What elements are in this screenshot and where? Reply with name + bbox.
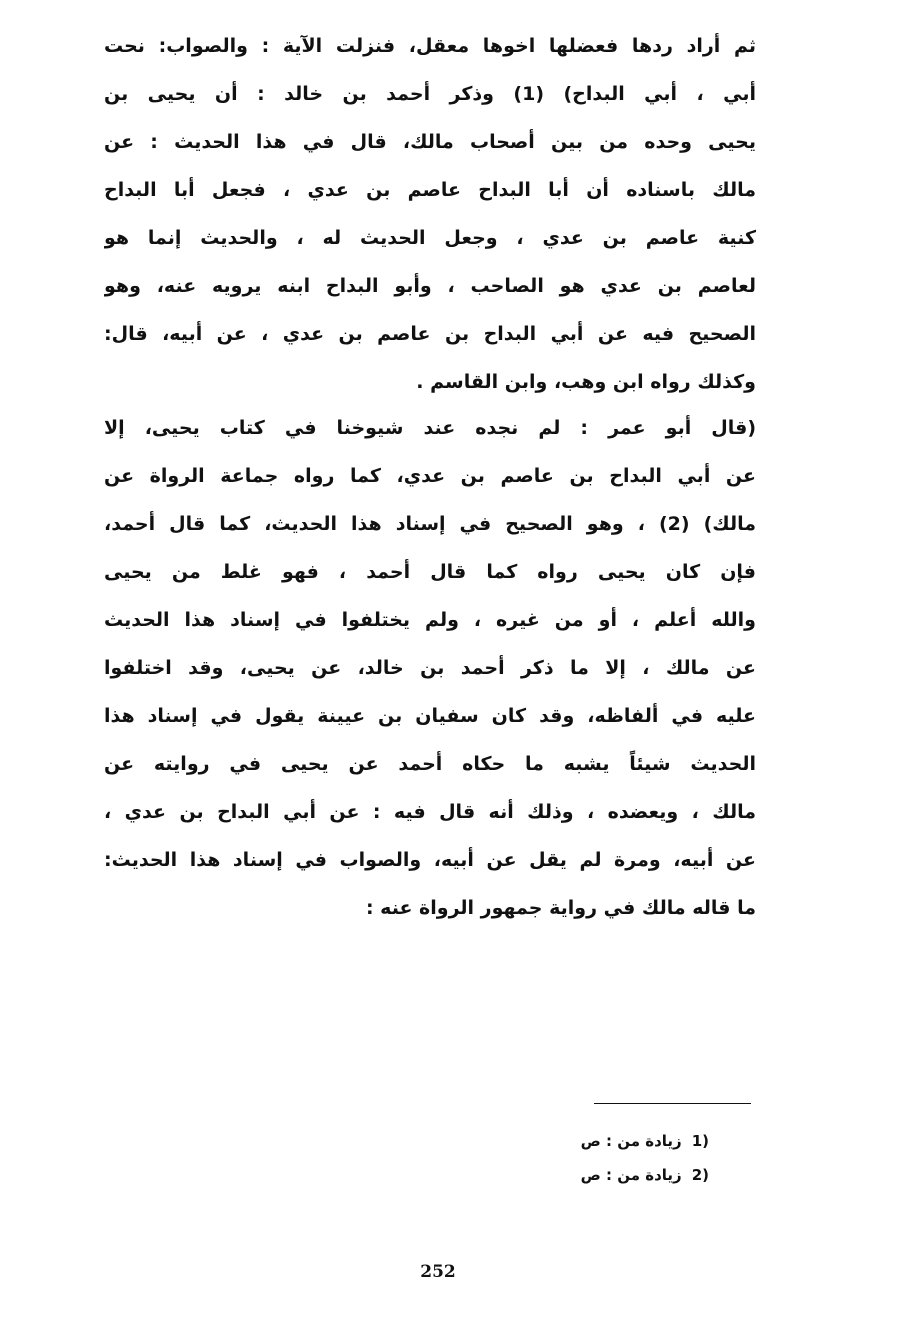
footnote-number: (1 xyxy=(691,1132,709,1150)
text-line: مالك) (2) ، وهو الصحيح في إسناد هذا الحديث، كما قال أحمد، xyxy=(104,513,756,535)
footnote-text: زيادة من : ص xyxy=(580,1166,682,1184)
footnote-1 xyxy=(581,1124,709,1158)
paragraph-1 xyxy=(104,22,756,406)
page-number: 252 xyxy=(420,1262,456,1282)
text-line: مالك ، ويعضده ، وذلك أنه قال فيه : عن أبي البداح بن عدي ، xyxy=(104,801,756,823)
footnote-divider xyxy=(594,1103,751,1104)
footnote-2 xyxy=(581,1158,709,1192)
text-line: ما قاله مالك في رواية جمهور الرواة عنه : xyxy=(365,897,756,919)
text-line: يحيى وحده من بين أصحاب مالك، قال في هذا الحديث : عن xyxy=(104,131,756,153)
text-line: فإن كان يحيى رواه كما قال أحمد ، فهو غلط من يحيى xyxy=(104,561,756,583)
footnote-text: زيادة من : ص xyxy=(580,1132,682,1150)
text-line: عليه في ألفاظه، وقد كان سفيان بن عيينة يقول في إسناد هذا xyxy=(104,705,756,727)
text-line: عن أبي البداح بن عاصم بن عدي، كما رواه جماعة الرواة عن xyxy=(104,465,756,487)
text-line: الصحيح فيه عن أبي البداح بن عاصم بن عدي ، عن أبيه، قال: xyxy=(104,323,756,345)
text-line: أبي ، أبي البداح) (1) وذكر أحمد بن خالد : أن يحيى بن xyxy=(104,83,756,105)
text-line: (قال أبو عمر : لم نجده عند شيوخنا في كتاب يحيى، إلا xyxy=(104,417,756,439)
footnote-number: (2 xyxy=(691,1166,709,1184)
text-line: ثم أراد ردها فعضلها اخوها معقل، فنزلت الآية : والصواب: نحت xyxy=(104,35,756,57)
text-line: كنية عاصم بن عدي ، وجعل الحديث له ، والحديث إنما هو xyxy=(104,227,756,249)
text-line: الحديث شيئاً يشبه ما حكاه أحمد عن يحيى في روايته عن xyxy=(104,753,756,775)
text-line: عن أبيه، ومرة لم يقل عن أبيه، والصواب في إسناد هذا الحديث: xyxy=(104,849,756,871)
paragraph-2 xyxy=(104,404,756,932)
text-line: والله أعلم ، أو من غيره ، ولم يختلفوا في إسناد هذا الحديث xyxy=(104,609,756,631)
text-line: لعاصم بن عدي هو الصاحب ، وأبو البداح ابنه يرويه عنه، وهو xyxy=(104,275,756,297)
text-line: عن مالك ، إلا ما ذكر أحمد بن خالد، عن يحيى، وقد اختلفوا xyxy=(104,657,756,679)
text-line: وكذلك رواه ابن وهب، وابن القاسم . xyxy=(416,371,756,393)
text-line: مالك باسناده أن أبا البداح عاصم بن عدي ، فجعل أبا البداح xyxy=(104,179,756,201)
footnotes xyxy=(581,1124,709,1192)
